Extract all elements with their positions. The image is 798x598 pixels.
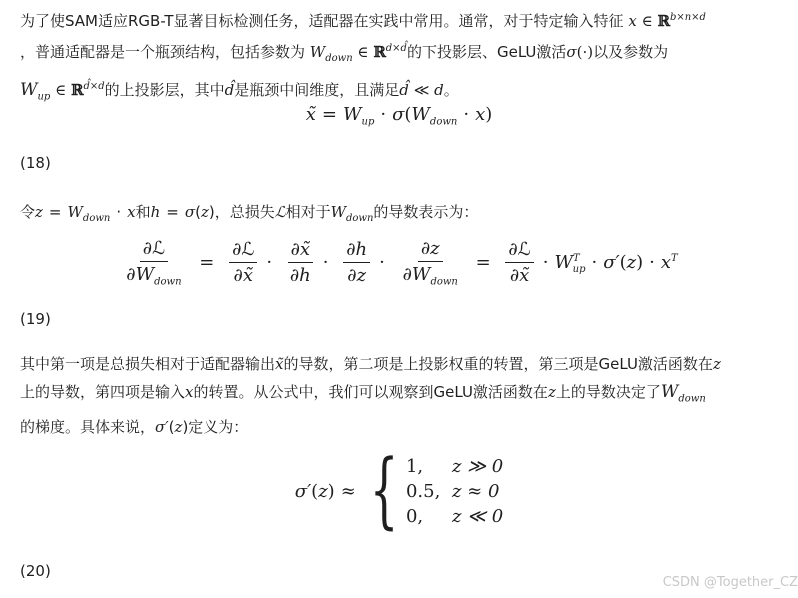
paragraph-intro-line-3: $W_{up}$ ∈ ℝ$^{d̂\times d}$的上投影层，其中d̂是瓶颈中间维度，且满足d̂ ≪ d。 [20,80,459,103]
cases-rows [406,456,503,527]
paragraph-analysis [20,350,780,441]
case-condition-3: z ≪ 0 [451,505,504,527]
paragraph-analysis-line-2: 上的导数，第四项是输入x的转置。从公式中，我们可以观察到GeLU激活函数在z上的导数决定了$W_{down}$ [20,382,706,405]
math-w-up: $W_{up}$ [20,80,51,103]
math-w-down: $W_{down}$ [309,43,353,64]
case-value-2: 0.5, [405,480,441,502]
paragraph-analysis-line-1: 其中第一项是总损失相对于适配器输出x̃的导数，第二项是上投影权重的转置，第三项是GeLU激活函数在z [20,355,721,373]
math-input-feature: x [628,12,637,30]
case-condition-2: z ≈ 0 [451,480,500,502]
paragraph-analysis-line-3: 的梯度。具体来说，σ′(z)定义为： [20,418,249,437]
equation-number-20: (20) [20,562,51,580]
equation-number-19: (19) [20,310,51,328]
watermark: CSDN @Together_CZ [662,575,798,590]
equation-20: σ′ ( z ) ≈ { 1, z ≫ 0 0.5, z ≈ 0 0, z ≪ 0 [294,443,504,538]
case-value-3: 0, [405,505,424,527]
paragraph-intro-line-1: 为了使SAM适应RGB-T显著目标检测任务，适配器在实践中常用。通常，对于特定输入特征 x ∈ ℝ$^{b\times n\times d}$ [20,12,706,30]
case-value-1: 1, [405,455,424,477]
equation-19: $\frac{\text{∂ℒ}}{\partial W_{down}}$ = $\frac{\text{∂ℒ}}{\partial x̃}$ · $\frac{\partial x̃}{\partial h}$ · $\frac{\partial h}{\partial z}$ · $\frac{\partial z}{\partial W_{down}}$ = $\frac{\text{∂ℒ}}{\partial x̃}$ · $W^T_{up} \cdot \sigma'(z) \cdot x^T$ [126,238,678,288]
math-sigma: σ [566,43,577,61]
paragraph-intro [20,4,780,111]
left-brace: { [369,443,399,538]
equation-18: x̃ = $W_{up} \cdot \sigma(W_{down} \cdot x)$ [305,104,493,128]
equation-number-18: (18) [20,154,51,172]
paragraph-derivative-intro: 令$z = W_{down} \cdot x$和h = σ(z)，总损失ℒ相对于$W_{down}$的导数表示为： [20,203,479,224]
case-condition-1: z ≫ 0 [451,455,504,477]
paragraph-intro-line-2: ，普通适配器是一个瓶颈结构，包括参数为 $W_{down}$ ∈ ℝ$^{d\times d̂}$的下投影层、GeLU激活σ(·)以及参数为 [20,43,669,64]
